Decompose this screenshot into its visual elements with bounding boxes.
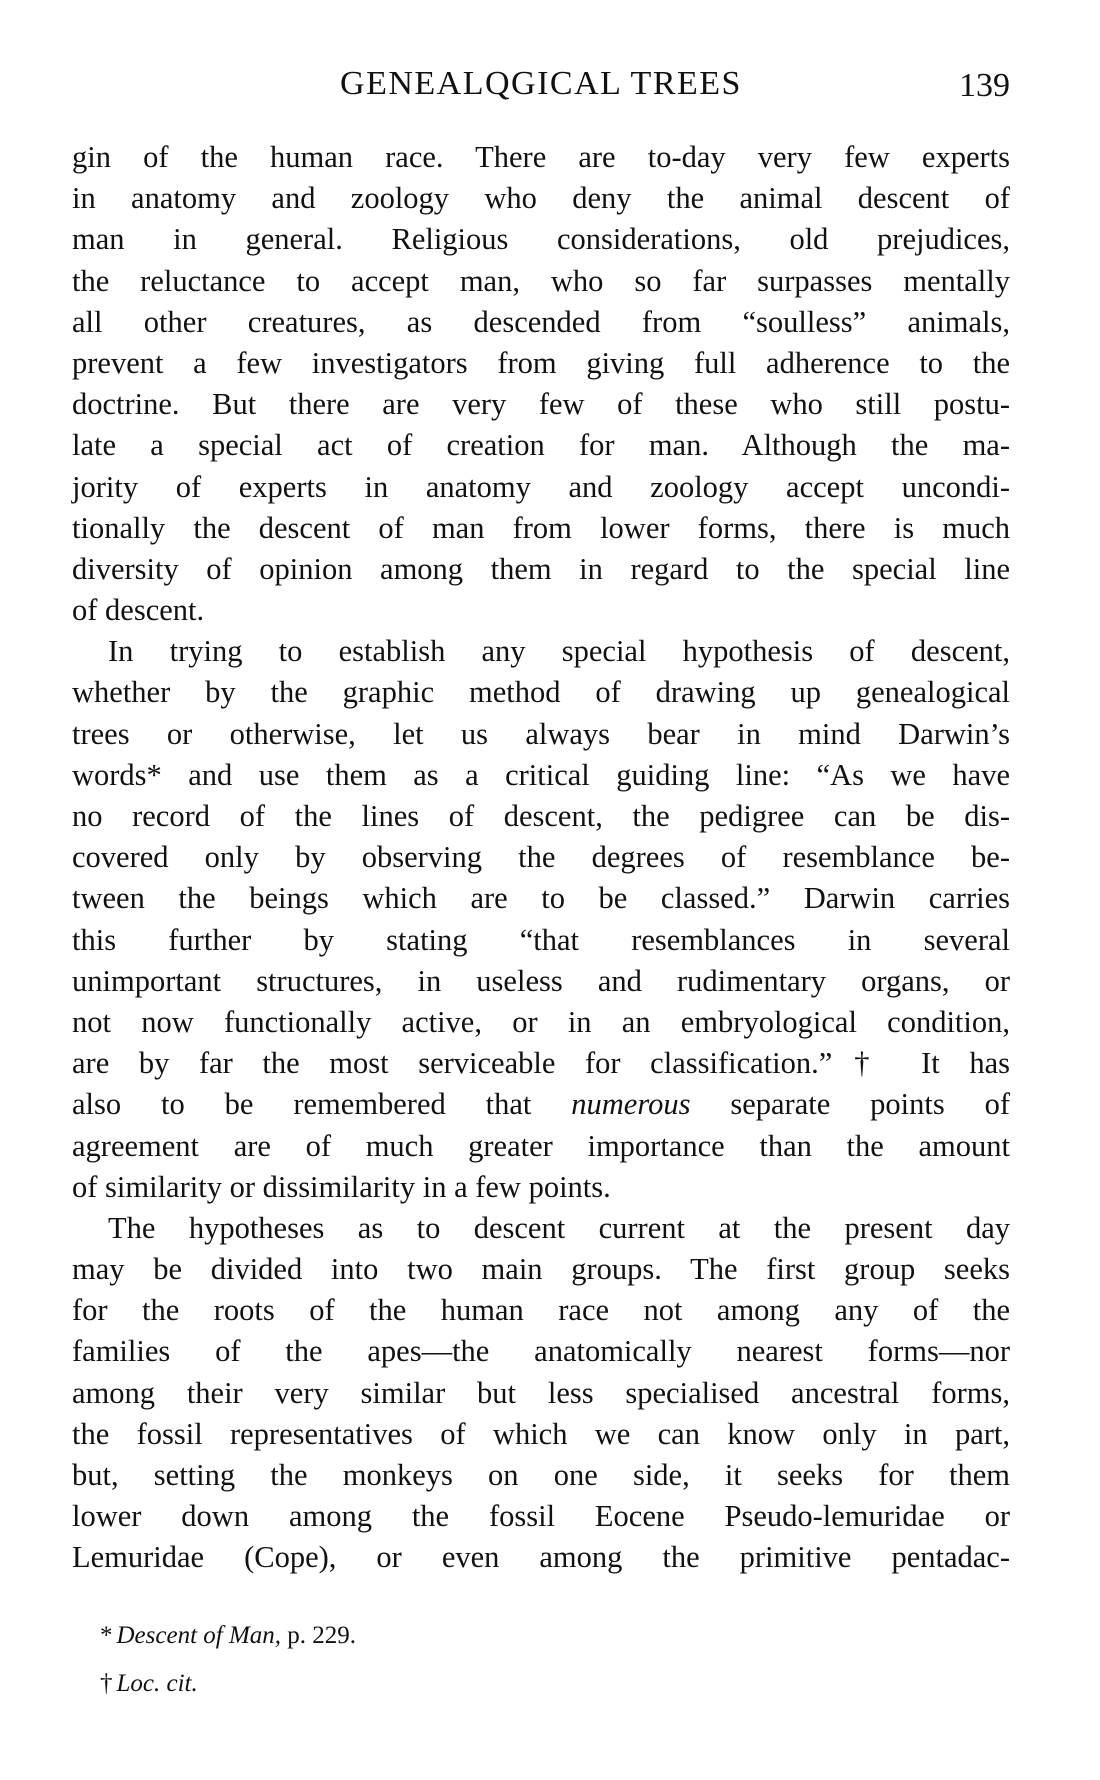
running-head: [72, 62, 1010, 106]
paragraph-end-line: of descent.: [72, 593, 205, 628]
text-line: man in general. Religious considerations, old prejudices,: [72, 222, 1010, 257]
text-line: the fossil representatives of which we can know only in part,: [72, 1416, 1010, 1451]
text-line: not now functionally active, or in an embryological condition,: [72, 1004, 1010, 1039]
text-line: lower down among the fossil Eocene Pseudo-lemuridae or: [72, 1499, 1010, 1534]
text-line: are by far the most serviceable for classification.”† It has: [72, 1046, 1010, 1081]
text-line: families of the apes—the anatomically nearest forms—nor: [72, 1334, 1010, 1369]
text-line: gin of the human race. There are to-day very few experts: [72, 140, 1010, 174]
text-line: no record of the lines of descent, the pedigree can be dis-: [72, 799, 1010, 833]
text-line: trees or otherwise, let us always bear in mind Darwin’s: [72, 716, 1010, 751]
footnote: [100, 1660, 900, 1708]
text-line-with-emphasis: [72, 1084, 1010, 1125]
text-line: doctrine. But there are very few of these who still postu-: [72, 387, 1010, 422]
text-line: for the roots of the human race not among any of the: [72, 1293, 1010, 1328]
text-line: in anatomy and zoology who deny the animal descent of: [72, 181, 1010, 216]
text-line: may be divided into two main groups. The first group seeks: [72, 1252, 1010, 1287]
text-line: Lemuridae (Cope), or even among the primitive pentadac-: [72, 1540, 1010, 1575]
paragraph-start-line: The hypotheses as to descent current at the present day: [108, 1210, 1010, 1245]
text-line: but, setting the monkeys on one side, it seeks for them: [72, 1458, 1010, 1492]
footnote-title: Loc. cit.: [116, 1670, 198, 1697]
text-line: tween the beings which are to be classed.” Darwin carries: [72, 881, 1010, 916]
running-title: GENEALQGICAL TREES: [340, 65, 742, 102]
text-segment: also to be remembered that: [72, 1087, 532, 1122]
footnotes: [100, 1612, 900, 1708]
footnote: [100, 1612, 900, 1660]
body-text: [72, 137, 1010, 1579]
footnote-mark: †: [100, 1670, 113, 1697]
text-line: among their very similar but less specialised ancestral forms,: [72, 1375, 1010, 1410]
text-line: tionally the descent of man from lower forms, there is much: [72, 510, 1010, 545]
paragraph-end-line: of similarity or dissimilarity in a few points.: [72, 1169, 611, 1204]
text-line: whether by the graphic method of drawing up genealogical: [72, 675, 1010, 710]
text-line: jority of experts in anatomy and zoology accept uncondi-: [72, 469, 1010, 504]
text-line: diversity of opinion among them in regard to the special line: [72, 551, 1010, 586]
text-line: unimportant structures, in useless and rudimentary organs, or: [72, 963, 1010, 998]
text-line: covered only by observing the degrees of resemblance be-: [72, 840, 1010, 875]
text-line: agreement are of much greater importance than the amount: [72, 1128, 1010, 1163]
footnote-title: Descent of Man,: [116, 1622, 282, 1649]
footnote-text: p. 229.: [287, 1622, 357, 1649]
text-line: words* and use them as a critical guiding line: “As we have: [72, 757, 1010, 792]
text-segment: separate points of: [730, 1087, 1011, 1122]
text-line: the reluctance to accept man, who so far surpasses mentally: [72, 263, 1010, 298]
emphasized-word: numerous: [571, 1087, 691, 1122]
paragraph-start-line: In trying to establish any special hypothesis of descent,: [108, 634, 1010, 669]
text-line: late a special act of creation for man. Although the ma-: [72, 428, 1010, 463]
page-number: 139: [959, 67, 1010, 104]
text-line: all other creatures, as descended from “soulless” animals,: [72, 304, 1010, 339]
text-line: prevent a few investigators from giving full adherence to the: [72, 345, 1010, 380]
footnote-mark: *: [100, 1622, 113, 1649]
text-line: this further by stating “that resemblances in several: [72, 922, 1010, 957]
